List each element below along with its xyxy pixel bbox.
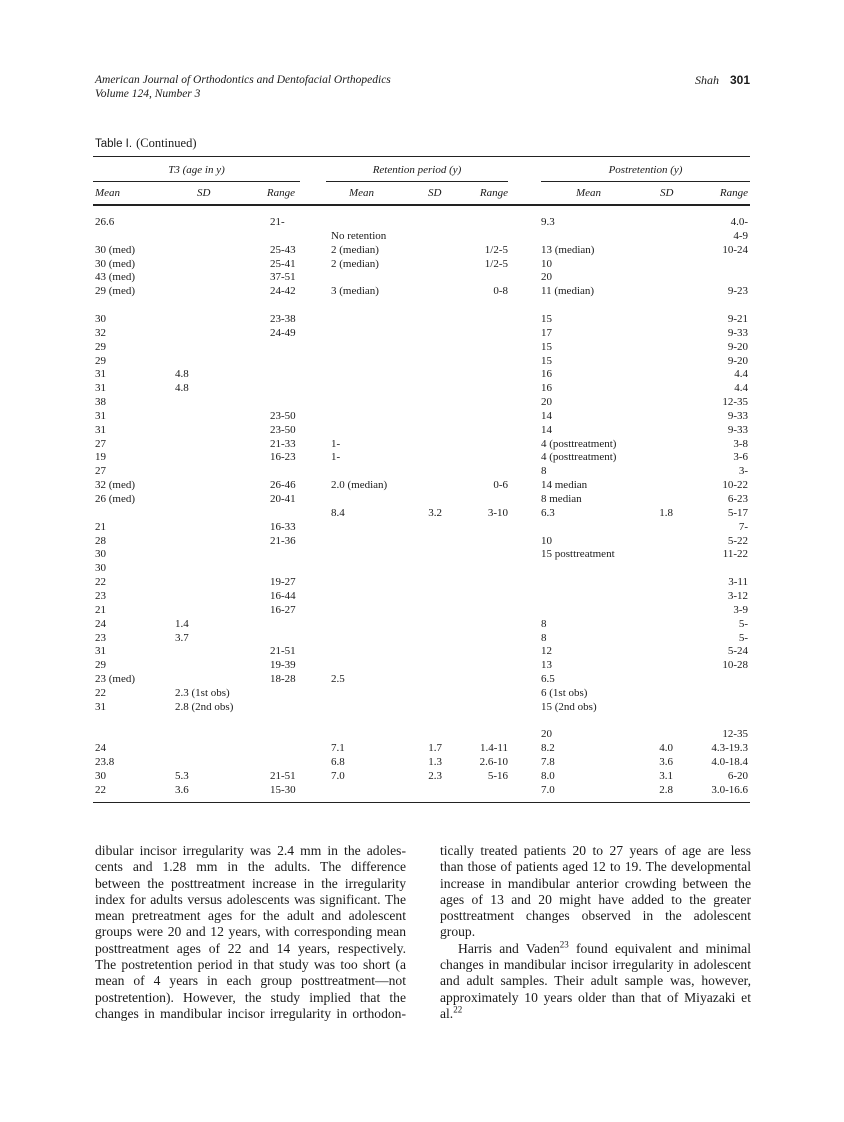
col-header: Mean xyxy=(349,187,375,199)
table-cell: 9-33 xyxy=(727,409,748,422)
table-cell: 20 xyxy=(541,396,552,409)
table-cell: 21- xyxy=(270,216,285,228)
table-cell: 3.6 xyxy=(175,783,189,796)
table-cell: 3-10 xyxy=(487,506,508,519)
table-cell: 16 xyxy=(541,368,552,381)
table-cell: 24 xyxy=(95,742,106,755)
table-top-rule xyxy=(93,156,750,157)
table-cell: 21-51 xyxy=(270,770,296,782)
table-cell: 30 xyxy=(95,770,106,782)
table-row xyxy=(0,700,844,714)
body-line: changes in mandibular incisor irregularity in orthodon- xyxy=(95,1005,406,1021)
body-line: posttreatment changes observed in the adolescent xyxy=(440,908,751,924)
table-cell: 14 xyxy=(541,423,552,436)
table-row xyxy=(0,547,844,561)
table-cell: 16-27 xyxy=(270,603,296,616)
table-row xyxy=(0,589,844,603)
col-header: SD xyxy=(197,187,211,199)
table-row xyxy=(0,367,844,381)
table-cell: 9.3 xyxy=(541,216,555,228)
table-cell: 38 xyxy=(95,396,106,409)
body-line: than those of patients aged 12 to 19. The developmental xyxy=(440,859,751,875)
table-cell: 16-33 xyxy=(270,520,296,533)
table-cell: 20 xyxy=(541,271,552,284)
table-cell: 43 (med) xyxy=(95,271,136,284)
author-name: Shah xyxy=(694,73,719,87)
table-cell: 15 posttreatment xyxy=(541,548,615,561)
table-row xyxy=(0,395,844,409)
journal-volume: Volume 124, Number 3 xyxy=(95,88,201,100)
table-cell: 8.2 xyxy=(541,742,555,755)
table-cell: 3 (median) xyxy=(331,285,379,298)
table-cell: 9-20 xyxy=(727,340,748,353)
table-bottom-rule xyxy=(93,802,750,803)
table-cell: 32 (med) xyxy=(95,479,136,492)
table-cell: 27 xyxy=(95,437,106,450)
table-cell: No retention xyxy=(331,229,387,242)
table-cell: 4.0-18.4 xyxy=(711,756,748,769)
table-cell: 3.0-16.6 xyxy=(711,783,748,796)
table-cell: 8 xyxy=(541,617,547,630)
table-cell: 16 xyxy=(541,382,552,395)
table-row xyxy=(0,603,844,617)
table-cell: 12-35 xyxy=(722,396,748,409)
table-cell: 23.8 xyxy=(95,756,115,769)
table-cell: 4.3-19.3 xyxy=(711,742,748,755)
table-cell: 7.0 xyxy=(541,783,555,796)
table-title xyxy=(95,134,197,152)
col-header: Range xyxy=(266,187,295,199)
table-cell: 8.0 xyxy=(541,770,555,782)
table-cell: 20-41 xyxy=(270,493,296,505)
table-cell: 14 median xyxy=(541,479,588,492)
table-row xyxy=(0,257,844,271)
table-cell: 3- xyxy=(738,465,748,478)
table-cell: 6-20 xyxy=(727,770,748,782)
table-cell: 3-6 xyxy=(733,451,748,464)
table-row xyxy=(0,340,844,354)
table-cell: 25-41 xyxy=(270,257,296,270)
table-cell: 3.2 xyxy=(428,506,442,519)
header-bottom-rule xyxy=(93,204,750,206)
table-row xyxy=(0,284,844,298)
table-cell: 9-23 xyxy=(727,285,748,298)
table-cell: 9-21 xyxy=(727,312,748,325)
table-cell: 3-9 xyxy=(733,603,748,616)
table-cell: 3-12 xyxy=(727,589,748,602)
table-cell: 23-50 xyxy=(270,409,296,422)
body-line: and adult samples. Their adult sample was, however, xyxy=(440,973,751,989)
table-cell: 20 xyxy=(541,728,552,741)
body-line xyxy=(440,941,751,957)
table-cell: 22 xyxy=(95,576,106,589)
table-row xyxy=(0,658,844,672)
table-cell: 8 median xyxy=(541,493,582,505)
table-cell: 11 (median) xyxy=(541,285,595,298)
table-cell: 4.8 xyxy=(175,368,189,381)
table-cell: 15-30 xyxy=(270,783,296,796)
table-cell: 10 xyxy=(541,534,552,547)
text: found equivalent and minimal xyxy=(568,940,751,956)
table-row xyxy=(0,631,844,645)
body-line: group. xyxy=(440,924,476,940)
body-line: tically treated patients 20 to 27 years of age are less xyxy=(440,843,751,858)
table-cell: 22 xyxy=(95,686,106,699)
table-row xyxy=(0,478,844,492)
table-cell: 1.8 xyxy=(659,506,673,519)
table-row xyxy=(0,741,844,755)
table-cell: 15 xyxy=(541,340,552,353)
table-cell: 1.4-11 xyxy=(479,742,508,755)
table-cell: 4.4 xyxy=(734,368,748,381)
table-cell: 26.6 xyxy=(95,216,115,228)
table-cell: 7.8 xyxy=(541,756,555,769)
table-cell: 3.6 xyxy=(659,756,673,769)
group-underline xyxy=(93,181,300,182)
table-cell: 27 xyxy=(95,465,106,478)
table-cell: 29 (med) xyxy=(95,285,136,298)
table-row xyxy=(0,450,844,464)
table-cell: 4-9 xyxy=(733,229,748,242)
table-cell: 23-50 xyxy=(270,423,296,436)
table-cell: 4 (posttreatment) xyxy=(541,437,617,450)
table-cell: 12 xyxy=(541,645,552,658)
table-cell: 18-28 xyxy=(270,673,296,686)
table-row xyxy=(0,270,844,284)
body-line: changes in mandibular incisor irregularity in adolescent xyxy=(440,957,751,973)
table-cell: 11-22 xyxy=(722,548,748,561)
table-row xyxy=(0,437,844,451)
table-row xyxy=(0,381,844,395)
group-underline xyxy=(326,181,508,182)
body-line xyxy=(440,1006,751,1022)
body-column-right xyxy=(440,843,751,1022)
table-row xyxy=(0,464,844,478)
table-cell: 1/2-5 xyxy=(484,257,508,270)
table-cell: 23 xyxy=(95,631,106,644)
table-cell: 3-8 xyxy=(733,437,748,450)
table-cell: 37-51 xyxy=(270,271,296,284)
body-line: increase in mandibular anterior crowding between the xyxy=(440,875,751,891)
citation-ref: 23 xyxy=(559,939,569,950)
table-cell: 31 xyxy=(95,423,106,436)
body-line: approximately 10 years older than that of Miyazaki et xyxy=(440,989,751,1005)
table-row xyxy=(0,755,844,769)
table-row xyxy=(0,714,844,728)
table-cell: 4.4 xyxy=(734,382,748,395)
table-row xyxy=(0,312,844,326)
table-cell: 10-24 xyxy=(722,243,748,256)
table-cell: 23 xyxy=(95,589,106,602)
table-cell: 7.0 xyxy=(331,770,345,782)
table-cell: 6.5 xyxy=(541,673,555,686)
body-line: between the posttreatment increase in the irregularity xyxy=(95,875,406,891)
table-cell: 8 xyxy=(541,631,547,644)
table-cell: 3.7 xyxy=(175,631,189,644)
table-cell: 21-33 xyxy=(270,437,296,450)
table-cell: 24-49 xyxy=(270,326,296,339)
body-line: postretention). However, the study implied that the xyxy=(95,989,406,1005)
table-cell: 28 xyxy=(95,534,106,547)
body-line: mean of 4 years in each group posttreatment—not xyxy=(95,973,406,989)
table-cell: 30 (med) xyxy=(95,243,136,256)
table-cell: 3-11 xyxy=(728,576,748,589)
table-cell: 2 (median) xyxy=(331,257,379,270)
table-cell: 19-27 xyxy=(270,576,296,589)
table-cell: 6 (1st obs) xyxy=(541,686,588,699)
table-cell: 30 xyxy=(95,548,106,561)
table-cell: 2.6-10 xyxy=(479,756,508,769)
table-cell: 21-36 xyxy=(270,534,296,547)
table-cell: 4.8 xyxy=(175,382,189,395)
table-cell: 26-46 xyxy=(270,479,296,492)
table-cell: 2 (median) xyxy=(331,243,379,256)
group-header-postretention: Postretention (y) xyxy=(608,164,683,176)
page-number: 301 xyxy=(729,73,750,87)
table-cell: 9-33 xyxy=(727,423,748,436)
table-cell: 5-16 xyxy=(487,770,508,782)
table-row xyxy=(0,575,844,589)
table-cell: 2.3 (1st obs) xyxy=(175,686,230,699)
table-cell: 16-23 xyxy=(270,451,296,464)
table-cell: 30 xyxy=(95,312,106,325)
table-row xyxy=(0,686,844,700)
table-row xyxy=(0,520,844,534)
table-cell: 4.0- xyxy=(730,216,748,228)
table-row xyxy=(0,492,844,506)
table-cell: 1.3 xyxy=(428,756,442,769)
body-line: The postretention period in that study was too short (a xyxy=(95,957,406,973)
table-cell: 9-20 xyxy=(727,354,748,367)
table-cell: 23-38 xyxy=(270,312,296,325)
table-cell: 2.8 xyxy=(659,783,673,796)
table-cell: 21-51 xyxy=(270,645,296,658)
group-header-t3: T3 (age in y) xyxy=(168,164,225,176)
table-row xyxy=(0,727,844,741)
table-cell: 13 (median) xyxy=(541,243,595,256)
table-row xyxy=(0,409,844,423)
table-row xyxy=(0,423,844,437)
body-line: mean pretreatment ages for the adult and adolescent xyxy=(95,908,406,924)
table-cell: 1/2-5 xyxy=(484,243,508,256)
group-underline xyxy=(541,181,750,182)
table-cell: 8.4 xyxy=(331,506,345,519)
table-cell: 5-22 xyxy=(727,534,748,547)
table-row xyxy=(0,354,844,368)
page-header-right xyxy=(695,73,750,88)
col-header: Range xyxy=(719,187,748,199)
table-cell: 9-33 xyxy=(727,326,748,339)
table-cell: 10 xyxy=(541,257,552,270)
table-row xyxy=(0,561,844,575)
col-header: SD xyxy=(660,187,674,199)
table-cell: 2.5 xyxy=(331,673,345,686)
table-cell: 24 xyxy=(95,617,106,630)
table-cell: 31 xyxy=(95,409,106,422)
table-cell: 29 xyxy=(95,659,106,672)
body-line: cents and 1.28 mm in the adults. The difference xyxy=(95,859,406,875)
table-cell: 15 xyxy=(541,354,552,367)
table-cell: 5- xyxy=(738,631,748,644)
table-cell: 29 xyxy=(95,354,106,367)
table-row xyxy=(0,506,844,520)
table-cell: 1.4 xyxy=(175,617,189,630)
table-cell: 30 xyxy=(95,562,106,575)
col-header: SD xyxy=(428,187,442,199)
table-cell: 25-43 xyxy=(270,243,296,256)
table-cell: 26 (med) xyxy=(95,493,136,505)
table-cell: 29 xyxy=(95,340,106,353)
table-cell: 31 xyxy=(95,368,106,381)
table-cell: 30 (med) xyxy=(95,257,136,270)
body-column-left xyxy=(95,843,406,1022)
table-cell: 0-8 xyxy=(493,285,508,298)
table-cell: 1- xyxy=(331,437,341,450)
table-cell: 6-23 xyxy=(727,493,748,505)
body-line: groups were 20 and 12 years, with corresponding mean xyxy=(95,924,406,940)
col-header: Range xyxy=(479,187,508,199)
table-cell: 5- xyxy=(738,617,748,630)
table-row xyxy=(0,229,844,243)
table-cell: 1- xyxy=(331,451,341,464)
table-cell: 7- xyxy=(738,520,748,533)
table-cell: 2.0 (median) xyxy=(331,479,388,492)
table-cell: 31 xyxy=(95,645,106,658)
citation-ref: 22 xyxy=(453,1004,463,1015)
table-cell: 1.7 xyxy=(428,742,442,755)
table-cell: 15 xyxy=(541,312,552,325)
body-line: index for adults versus adolescents was significant. The xyxy=(95,891,406,907)
group-header-retention: Retention period (y) xyxy=(372,164,462,176)
body-line: posttreatment ages of 22 and 14 years, respectively. xyxy=(95,940,406,956)
table-cell: 4 (posttreatment) xyxy=(541,451,617,464)
col-header: Mean xyxy=(576,187,602,199)
table-cell: 12-35 xyxy=(722,728,748,741)
table-cell: 21 xyxy=(95,520,106,533)
table-cell: 6.8 xyxy=(331,756,345,769)
table-cell: 10-22 xyxy=(722,479,748,492)
table-row xyxy=(0,534,844,548)
table-row xyxy=(0,617,844,631)
table-cell: 6.3 xyxy=(541,506,555,519)
table-cell: 23 (med) xyxy=(95,673,136,686)
table-row xyxy=(0,298,844,312)
table-cell: 14 xyxy=(541,409,552,422)
table-caption: (Continued) xyxy=(136,136,197,150)
table-cell: 10-28 xyxy=(722,659,748,672)
running-header xyxy=(95,73,391,101)
table-cell: 31 xyxy=(95,700,106,713)
col-header: Mean xyxy=(95,187,121,199)
text: Harris and Vaden xyxy=(458,940,560,956)
table-cell: 21 xyxy=(95,603,106,616)
table-cell: 17 xyxy=(541,326,552,339)
table-cell: 5.3 xyxy=(175,770,189,782)
table-row xyxy=(0,215,844,229)
table-row xyxy=(0,326,844,340)
body-line: ages of 13 and 20 might have added to the greater xyxy=(440,891,751,907)
table-row xyxy=(0,243,844,257)
table-row xyxy=(0,769,844,783)
table-cell: 19 xyxy=(95,451,106,464)
journal-title: American Journal of Orthodontics and Dentofacial Orthopedics xyxy=(95,74,391,86)
table-cell: 32 xyxy=(95,326,106,339)
table-cell: 2.8 (2nd obs) xyxy=(175,700,234,713)
table-cell: 31 xyxy=(95,382,106,395)
table-cell: 16-44 xyxy=(270,589,296,602)
table-cell: 19-39 xyxy=(270,659,296,672)
table-cell: 5-17 xyxy=(727,506,748,519)
table-cell: 15 (2nd obs) xyxy=(541,700,597,713)
body-line: dibular incisor irregularity was 2.4 mm in the adoles- xyxy=(95,843,406,858)
table-cell: 24-42 xyxy=(270,285,296,298)
text: al. xyxy=(440,1005,454,1021)
table-cell: 3.1 xyxy=(659,770,673,782)
table-row xyxy=(0,644,844,658)
table-row xyxy=(0,672,844,686)
table-row xyxy=(0,783,844,797)
table-cell: 2.3 xyxy=(428,770,442,782)
table-cell: 4.0 xyxy=(659,742,673,755)
table-cell: 8 xyxy=(541,465,547,478)
table-cell: 0-6 xyxy=(493,479,508,492)
table-label: Table I. xyxy=(95,138,133,150)
table-cell: 13 xyxy=(541,659,552,672)
table-cell: 5-24 xyxy=(727,645,748,658)
table-cell: 7.1 xyxy=(331,742,345,755)
table-cell: 22 xyxy=(95,783,106,796)
